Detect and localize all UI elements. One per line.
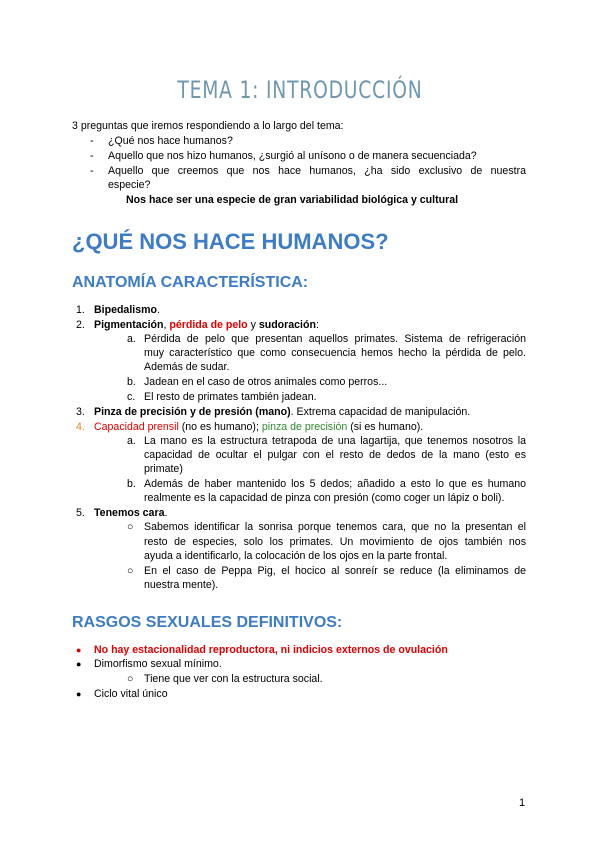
list-item-prehensile: Capacidad prensil (no es humano); pinza de precisión (si es humano). xyxy=(94,421,424,433)
sub-item-text: Sabemos identificar la sonrisa porque tenemos cara, que no la presentan el xyxy=(144,521,526,533)
list-item-grip: Pinza de precisión y de presión (mano). Extrema capacidad de manipulación. xyxy=(94,406,471,418)
circle-bullet-icon: ○ xyxy=(127,521,134,533)
sub-item-text: Pérdida de pelo que presentan aquellos primates. Sistema de refrigeración xyxy=(144,333,526,345)
list-item-pigmentation: Pigmentación, pérdida de pelo y sudoración: xyxy=(94,319,319,331)
intro-question-3-line1: Aquello que creemos que nos hace humanos, ¿ha sido exclusivo de nuestra xyxy=(108,165,526,177)
bullet-icon: ● xyxy=(76,689,82,699)
intro-question-1: ¿Qué nos hace humanos? xyxy=(108,135,233,147)
bullet-icon: ● xyxy=(76,645,82,655)
sub-item-text: capacidad de ocultar el pulgar con el resto de dedos de la mano (esto es xyxy=(144,449,526,461)
circle-bullet-icon: ○ xyxy=(127,565,134,577)
dash-bullet: - xyxy=(90,150,94,162)
list-number: 5. xyxy=(76,507,85,519)
circle-bullet-icon: ○ xyxy=(127,673,134,685)
sub-item-text: resto de especies, solo los primates. Un movimiento de ojos también nos xyxy=(144,536,526,548)
list-number: 1. xyxy=(76,304,85,316)
sub-list-letter: b. xyxy=(127,376,136,388)
sub-list-letter: c. xyxy=(127,391,136,403)
page-number: 1 xyxy=(519,797,526,809)
sub-item-text: nuestra mente). xyxy=(144,579,219,591)
bullet-icon: ● xyxy=(76,659,82,669)
list-item-dimorphism: Dimorfismo sexual mínimo. xyxy=(94,658,222,670)
sub-item-text: El resto de primates también jadean. xyxy=(144,391,317,403)
sub-item-text: muy característico que como consecuencia hemos hecho la pérdida de pelo. xyxy=(144,347,526,359)
list-number: 4. xyxy=(76,421,85,433)
sub-item-text: En el caso de Peppa Pig, el hocico al sonreír se reduce (la eliminamos de xyxy=(144,565,526,577)
section-heading: ¿QUÉ NOS HACE HUMANOS? xyxy=(72,229,389,254)
sub-item-text: Jadean en el caso de otros animales como perros... xyxy=(144,376,388,388)
list-number: 2. xyxy=(76,319,85,331)
sub-list-letter: a. xyxy=(127,333,136,345)
sub-item-text: Tiene que ver con la estructura social. xyxy=(144,673,323,685)
sub-list-letter: a. xyxy=(127,435,136,447)
intro-question-2: Aquello que nos hizo humanos, ¿surgió al unísono o de manera secuenciada? xyxy=(108,150,477,162)
sub-item-text: primate) xyxy=(144,463,183,475)
sub-item-text: ayuda a identificarlo, la colocación de los ojos en la parte frontal. xyxy=(144,550,448,562)
list-item-seasonality: No hay estacionalidad reproductora, ni indicios externos de ovulación xyxy=(94,644,448,656)
dash-bullet: - xyxy=(90,135,94,147)
intro-question-3-line2: especie? xyxy=(108,179,151,191)
dash-bullet: - xyxy=(90,165,94,177)
sub-list-letter: b. xyxy=(127,478,136,490)
intro-lead: 3 preguntas que iremos respondiendo a lo largo del tema: xyxy=(72,120,344,132)
sub-item-text: La mano es la estructura tetrapoda de una lagartija, que tenemos nosotros la xyxy=(144,435,526,447)
sub-item-text: realmente es la capacidad de pinza con presión (como coger un lápiz o boli). xyxy=(144,492,505,504)
page-title: TEMA 1: INTRODUCCIÓN xyxy=(177,76,423,104)
sub-item-text: Además de haber mantenido los 5 dedos; añadido a esto lo que es humano xyxy=(144,478,526,490)
list-item-bipedalism: Bipedalismo. xyxy=(94,304,160,316)
list-item-face: Tenemos cara. xyxy=(94,507,168,519)
list-number: 3. xyxy=(76,406,85,418)
sub-item-text: Además de sudar. xyxy=(144,361,230,373)
sexual-traits-heading: RASGOS SEXUALES DEFINITIVOS: xyxy=(72,614,343,631)
list-item-life-cycle: Ciclo vital único xyxy=(94,688,168,700)
intro-conclusion: Nos hace ser una especie de gran variabilidad biológica y cultural xyxy=(126,194,459,206)
anatomy-heading: ANATOMÍA CARACTERÍSTICA: xyxy=(72,274,309,291)
